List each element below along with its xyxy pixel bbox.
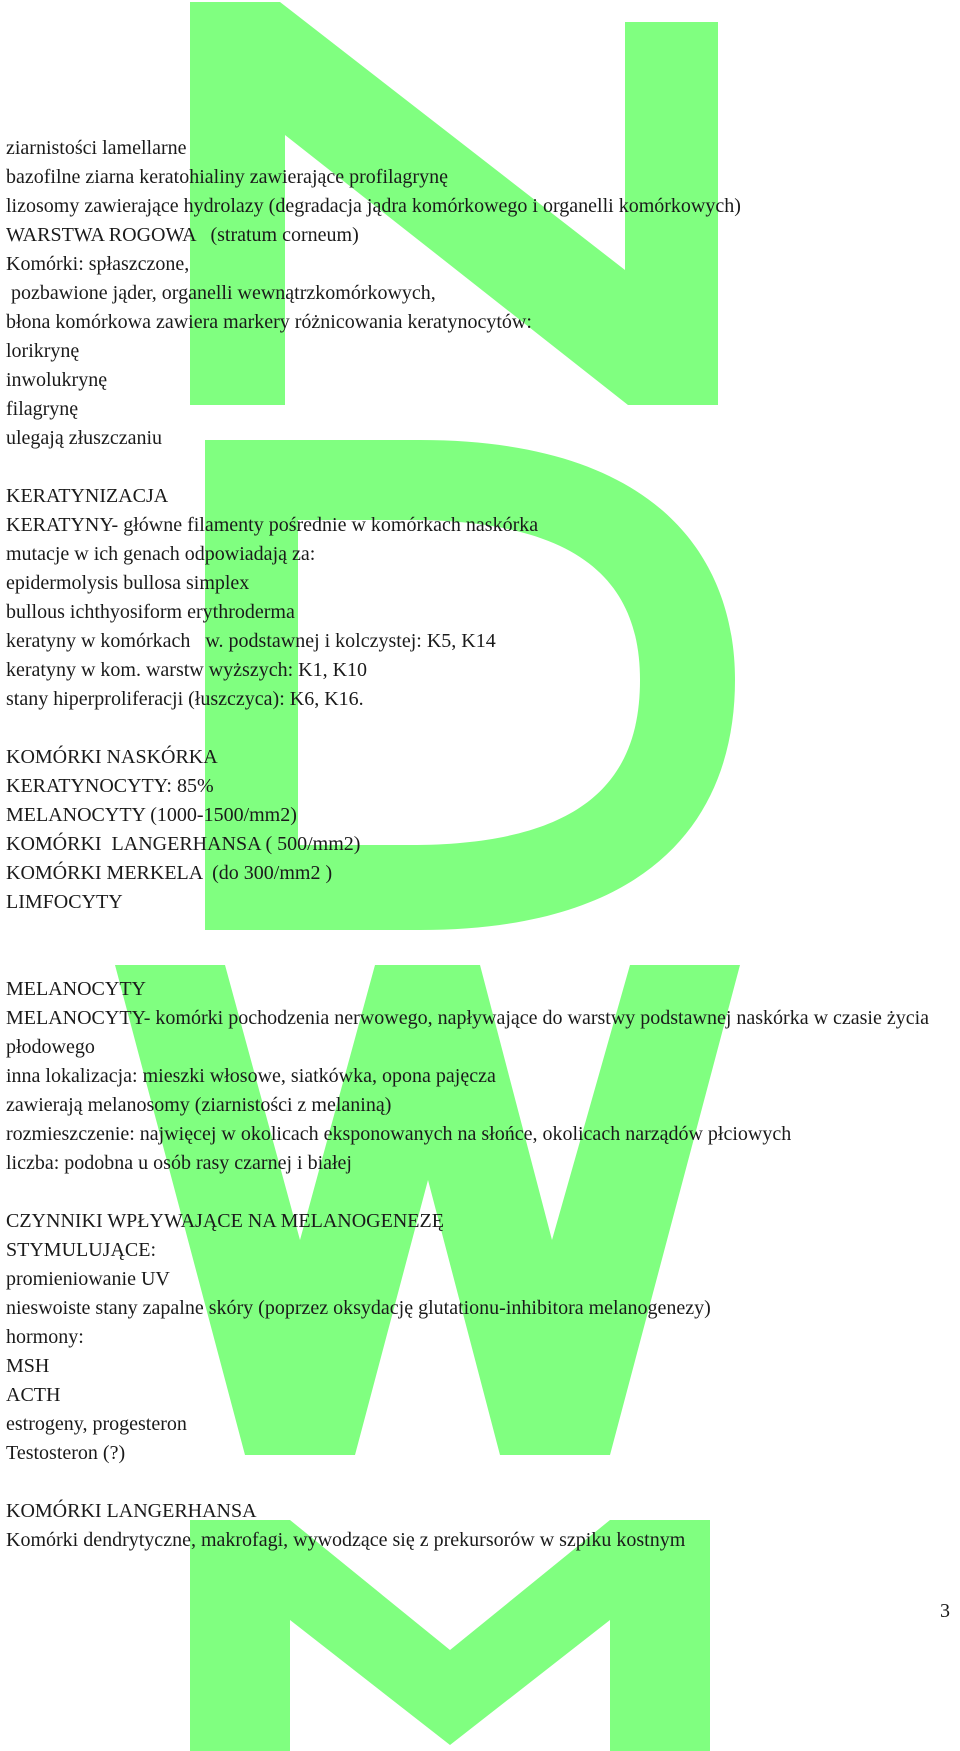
text-line: Komórki: spłaszczone,	[6, 253, 190, 275]
text-line: KERATYNOCYTY: 85%	[6, 775, 214, 797]
text-line: keratyny w komórkach w. podstawnej i kolczystej: K5, K14	[6, 630, 496, 652]
text-line: Komórki dendrytyczne, makrofagi, wywodzące się z prekursorów w szpiku kostnym	[6, 1529, 686, 1551]
section-heading: KOMÓRKI LANGERHANSA	[6, 1500, 257, 1522]
text-line: ulegają złuszczaniu	[6, 427, 163, 449]
section-heading: MELANOCYTY	[6, 978, 146, 1000]
text-line: MELANOCYTY (1000-1500/mm2)	[6, 804, 297, 826]
document-body	[6, 134, 946, 1555]
paragraph-gap	[6, 453, 946, 482]
text-line: nieswoiste stany zapalne skóry (poprzez oksydację glutationu-inhibitora melanogenezy)	[6, 1297, 711, 1319]
text-line: filagrynę	[6, 398, 79, 420]
text-line: inwolukrynę	[6, 369, 108, 391]
text-line: promieniowanie UV	[6, 1268, 170, 1290]
text-line: hormony:	[6, 1326, 84, 1348]
text-line: ACTH	[6, 1384, 61, 1406]
text-line: Testosteron (?)	[6, 1442, 126, 1464]
section-heading: KERATYNIZACJA	[6, 485, 169, 507]
text-line: bazofilne ziarna keratohialiny zawierające profilagrynę	[6, 166, 448, 188]
paragraph-gap	[6, 1178, 946, 1207]
paragraph-gap	[6, 946, 946, 975]
text-line: ziarnistości lamellarne	[6, 137, 187, 159]
text-line: keratyny w kom. warstw wyższych: K1, K10	[6, 659, 368, 681]
text-line: błona komórkowa zawiera markery różnicowania keratynocytów:	[6, 311, 532, 333]
text-line: stany hiperproliferacji (łuszczyca): K6, K16.	[6, 688, 364, 710]
text-line: LIMFOCYTY	[6, 891, 123, 913]
section-melanocyty	[6, 975, 946, 1178]
text-line: zawierają melanosomy (ziarnistości z melaniną)	[6, 1094, 392, 1116]
text-line: pozbawione jąder, organelli wewnątrzkomórkowych,	[6, 282, 436, 304]
section-heading: CZYNNIKI WPŁYWAJĄCE NA MELANOGENEZĘ	[6, 1210, 444, 1232]
text-line: rozmieszczenie: najwięcej w okolicach eksponowanych na słońce, okolicach narządów płciowych	[6, 1123, 792, 1145]
text-line: MSH	[6, 1355, 50, 1377]
text-line: MELANOCYTY- komórki pochodzenia nerwowego, napływające do warstwy podstawnej naskórka w czasie życia płodowego	[6, 1007, 930, 1058]
page-number: 3	[940, 1600, 950, 1622]
text-line: epidermolysis bullosa simplex	[6, 572, 250, 594]
text-line: lizosomy zawierające hydrolazy (degradacja jądra komórkowego i organelli komórkowych)	[6, 195, 741, 217]
text-line: KOMÓRKI LANGERHANSA ( 500/mm2)	[6, 833, 361, 855]
text-line: estrogeny, progesteron	[6, 1413, 187, 1435]
text-line: KERATYNY- główne filamenty pośrednie w komórkach naskórka	[6, 514, 539, 536]
text-line: bullous ichthyosiform erythroderma	[6, 601, 295, 623]
section-komorki-langerhansa	[6, 1497, 946, 1555]
text-line: inna lokalizacja: mieszki włosowe, siatkówka, opona pajęcza	[6, 1065, 496, 1087]
text-line: lorikrynę	[6, 340, 80, 362]
section-komorki-naskorka	[6, 743, 946, 917]
paragraph-gap	[6, 714, 946, 743]
text-line: STYMULUJĄCE:	[6, 1239, 157, 1261]
text-line: mutacje w ich genach odpowiadają za:	[6, 543, 316, 565]
section-stratum-corneum	[6, 134, 946, 453]
section-heading: WARSTWA ROGOWA (stratum corneum)	[6, 224, 359, 246]
paragraph-gap	[6, 917, 946, 946]
paragraph-gap	[6, 1468, 946, 1497]
text-line: liczba: podobna u osób rasy czarnej i białej	[6, 1152, 352, 1174]
section-heading: KOMÓRKI NASKÓRKA	[6, 746, 218, 768]
section-keratynizacja	[6, 482, 946, 714]
section-czynniki-melanogenezy	[6, 1207, 946, 1468]
text-line: KOMÓRKI MERKELA (do 300/mm2 )	[6, 862, 333, 884]
